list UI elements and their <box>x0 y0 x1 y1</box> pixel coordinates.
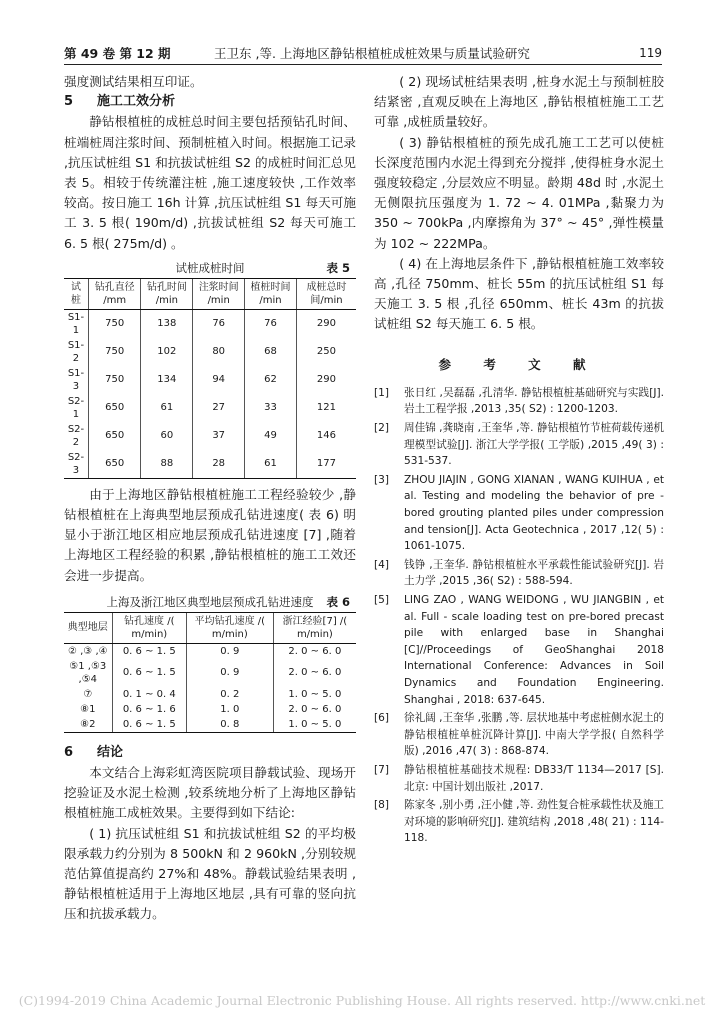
section-title: 施工工效分析 <box>97 94 176 110</box>
column-header: 试桩 <box>64 278 88 309</box>
table-cell: 0. 9 <box>186 643 273 659</box>
table-row <box>64 659 356 687</box>
table-cell: 80 <box>193 338 245 366</box>
table-cell: 750 <box>88 366 140 394</box>
table-row <box>64 450 356 479</box>
table-number: 表 5 <box>326 260 350 275</box>
table-cell: 0. 8 <box>186 717 273 733</box>
table-cell: 146 <box>296 422 356 450</box>
reference-text: 徐礼阔 ,王奎华 ,张鹏 ,等. 层状地基中考虑桩侧水泥土的静钻根植桩单桩沉降计算[J]. 中南大学学报( 自然科学版) ,2016 ,47( 3) : 868-874. <box>404 712 665 758</box>
table-cell: 650 <box>88 394 140 422</box>
table-cell: 138 <box>141 309 193 338</box>
table-cell: 121 <box>296 394 356 422</box>
paragraph: 由于上海地区静钻根植桩施工工程经验较少 ,静钻根植桩在上海典型地层预成孔钻进速度( 表 6) 明显小于浙江地区相应地层预成孔钻进速度 [7] ,随着上海地区工程经验的积累 ,静钻根植桩的施工工效还会进一步提高。 <box>64 486 356 583</box>
column-header: 植桩时间 /min <box>245 278 297 309</box>
table-row <box>64 338 356 366</box>
running-title: 王卫东 ,等. 上海地区静钻根植桩成桩效果与质量试验研究 <box>214 46 530 61</box>
table-cell: ⑦ <box>83 688 93 700</box>
reference-number: [2] <box>374 422 390 435</box>
header-rule <box>64 64 662 65</box>
table-cell: 0. 6 ~ 1. 5 <box>112 643 186 659</box>
table-cell: 68 <box>245 338 297 366</box>
table-cell: 76 <box>193 309 245 338</box>
table-row <box>64 717 356 733</box>
reference-text: 陈家冬 ,别小勇 ,汪小健 ,等. 劲性复合桩承载性状及施工对环境的影响研究[J]. 建筑结构 ,2018 ,48( 21) : 114-118. <box>404 799 665 845</box>
table-title: 上海及浙江地区典型地层预成孔钻进速度 <box>106 594 314 609</box>
reference-list <box>374 385 664 847</box>
table-row <box>64 643 356 659</box>
reference-number: [5] <box>374 593 390 606</box>
table-cell: 650 <box>88 422 140 450</box>
table-cell: 650 <box>88 450 140 479</box>
reference-item <box>374 592 664 708</box>
table-cell: 27 <box>193 394 245 422</box>
copyright-footer: (C)1994-2019 China Academic Journal Electronic Publishing House. All rights reserved. http://www.cnki.net <box>18 993 706 1008</box>
reference-number: [4] <box>374 558 390 571</box>
table-cell: 2. 0 ~ 6. 0 <box>273 659 356 687</box>
paragraph: 静钻根植桩的成桩总时间主要包括预钻孔时间、桩端桩周注浆时间、预制桩植入时间。根据施工记录 ,抗压试桩组 S1 和抗拔试桩组 S2 的成桩时间汇总见表 5。相较于传统灌注桩 ,施工速度较快 ,工作效率较高。按日施工 16h 计算 ,抗压试桩组 S1 每天可施工 3. 5 根( 190m/d) ,抗拔试桩组 S2 每天可施工 6. 5 根( 275m/d) 。 <box>64 114 356 251</box>
reference-number: [3] <box>374 473 390 486</box>
table-cell: 1. 0 <box>186 702 273 717</box>
table-cell: 37 <box>193 422 245 450</box>
page-number: 119 <box>639 46 662 60</box>
reference-item <box>374 762 664 795</box>
table-cell: 0. 2 <box>186 687 273 702</box>
reference-text: LING ZAO , WANG WEIDONG , WU JIANGBIN , et al. Full - scale loading test on pre-bored precast pile with enlarged base in Shanghai [C]//Proceedings of GeoShanghai 2018 International Conference: Advances in Soil Dynamics and Foundation Engineering. Shanghai , 2018: 637-645. <box>404 593 664 706</box>
table-row <box>64 687 356 702</box>
column-header: 浙江经验[7] /( m/min) <box>273 612 356 643</box>
table-caption <box>64 258 356 278</box>
section-number: 6 <box>64 744 74 760</box>
table-cell: S1-1 <box>67 311 85 336</box>
table-caption <box>64 592 356 612</box>
table-cell: 750 <box>88 338 140 366</box>
reference-number: [8] <box>374 799 390 812</box>
reference-text: ZHOU JIAJIN , GONG XIANAN , WANG KUIHUA , et al. Testing and modeling the behavior of pre - bored grouting planted piles under compression and tension[J]. Acta Geotechnica , 2017 ,12( 5) : 1061-1075. <box>404 473 664 553</box>
references-heading: 参 考 文 献 <box>438 356 600 372</box>
data-table <box>64 278 356 479</box>
table-cell: ⑧2 <box>64 717 112 733</box>
reference-item <box>374 557 664 590</box>
table-number: 表 6 <box>326 594 350 609</box>
reference-text: 静钻根植桩基础技术规程: DB33/T 1134—2017 [S]. 北京: 中国计划出版社 ,2017. <box>404 763 664 793</box>
paragraph: 强度测试结果相互印证。 <box>64 74 203 89</box>
reference-item <box>374 472 664 555</box>
table-cell: 290 <box>296 366 356 394</box>
reference-item <box>374 797 664 847</box>
table-cell: S2-2 <box>67 423 85 448</box>
table-cell: 0. 6 ~ 1. 5 <box>112 659 186 687</box>
table-cell: 2. 0 ~ 6. 0 <box>273 643 356 659</box>
reference-text: 周佳锦 ,龚晓南 ,王奎华 ,等. 静钻根植竹节桩荷载传递机理模型试验[J]. 浙江大学学报( 工学版) ,2015 ,49( 3) : 531-537. <box>404 422 665 468</box>
table-cell: ⑤1 ,⑤3 ,⑤4 <box>69 660 107 685</box>
column-header: 平均钻孔速度 /( m/min) <box>186 612 273 643</box>
table-5 <box>64 258 356 479</box>
table-6 <box>64 592 356 733</box>
reference-item <box>374 385 664 418</box>
table-cell: 250 <box>296 338 356 366</box>
table-cell: 49 <box>245 422 297 450</box>
table-row <box>64 309 356 338</box>
table-cell: 750 <box>88 309 140 338</box>
reference-item <box>374 710 664 760</box>
table-cell: 1. 0 ~ 5. 0 <box>273 717 356 733</box>
table-cell: 61 <box>141 394 193 422</box>
section-title: 结论 <box>97 744 124 760</box>
table-cell: 290 <box>296 309 356 338</box>
table-cell: 134 <box>141 366 193 394</box>
table-cell: 0. 9 <box>186 659 273 687</box>
table-cell: S2-3 <box>64 450 88 479</box>
table-cell: 76 <box>245 309 297 338</box>
table-row <box>64 366 356 394</box>
column-header: 注浆时间 /min <box>193 278 245 309</box>
reference-number: [6] <box>374 712 390 725</box>
table-title: 试桩成桩时间 <box>175 260 245 275</box>
table-cell: 177 <box>296 450 356 479</box>
table-cell: 61 <box>245 450 297 479</box>
left-column <box>64 72 356 925</box>
section-heading-5 <box>64 92 356 112</box>
table-cell: 62 <box>245 366 297 394</box>
table-cell: 0. 6 ~ 1. 6 <box>112 702 186 717</box>
column-header: 钻孔时间 /min <box>141 278 193 309</box>
table-row <box>64 394 356 422</box>
right-column <box>374 72 664 849</box>
table-cell: 2. 0 ~ 6. 0 <box>273 702 356 717</box>
reference-item <box>374 420 664 470</box>
reference-number: [7] <box>374 763 390 776</box>
table-cell: ⑧1 <box>80 703 96 715</box>
reference-text: 钱铮 ,王奎华. 静钻根植桩水平承载性能试验研究[J]. 岩土力学 ,2015 ,36( S2) : 588-594. <box>404 558 664 588</box>
table-cell: 33 <box>245 394 297 422</box>
page-header <box>64 44 662 66</box>
section-number: 5 <box>64 94 74 110</box>
column-header: 钻孔速度 /( m/min) <box>112 612 186 643</box>
section-heading-6 <box>64 743 356 763</box>
paragraph: 本文结合上海彩虹湾医院项目静载试验、现场开挖验证及水泥土检测 ,较系统地分析了上海地区静钻根植桩施工成桩效果。主要得到如下结论: <box>64 765 356 821</box>
table-cell: 1. 0 ~ 5. 0 <box>273 687 356 702</box>
paragraph: ( 3) 静钻根植桩的预先成孔施工工艺可以使桩长深度范围内水泥土得到充分搅拌 ,使得桩身水泥土强度较稳定 ,分层效应不明显。龄期 48d 时 ,水泥土无侧限抗压强度为 1. 72 ~ 4. 01MPa ,黏聚力为 350 ~ 700kPa ,内摩擦角为 37° ~ 45° ,弹性模量为 102 ~ 222MPa。 <box>374 134 664 251</box>
paragraph: ( 4) 在上海地层条件下 ,静钻根植桩施工效率较高 ,孔径 750mm、桩长 55m 的抗压试桩组 S1 每天施工 3. 5 根 ,孔径 650mm、桩长 43m 的抗拔试桩组 S2 每天施工 6. 5 根。 <box>374 255 664 332</box>
reference-text: 张日红 ,吴磊磊 ,孔清华. 静钻根植桩基础研究与实践[J]. 岩土工程学报 ,2013 ,35( S2) : 1200-1203. <box>404 386 664 416</box>
table-cell: S1-2 <box>67 339 85 364</box>
column-header: 典型地层 <box>64 612 112 643</box>
table-cell: 28 <box>193 450 245 479</box>
table-cell: S1-3 <box>67 367 85 392</box>
table-cell: S2-1 <box>67 395 85 420</box>
table-cell: 102 <box>141 338 193 366</box>
table-cell: 88 <box>141 450 193 479</box>
table-cell: 94 <box>193 366 245 394</box>
table-cell: 0. 1 ~ 0. 4 <box>112 687 186 702</box>
paragraph: ( 2) 现场试桩结果表明 ,桩身水泥土与预制桩胶结紧密 ,直观反映在上海地区 ,静钻根植桩施工工艺可靠 ,成桩质量较好。 <box>374 74 664 130</box>
column-header: 钻孔直径 /mm <box>88 278 140 309</box>
table-cell: 0. 6 ~ 1. 5 <box>112 717 186 733</box>
paragraph: ( 1) 抗压试桩组 S1 和抗拔试桩组 S2 的平均极限承载力约分别为 8 500kN 和 2 960kN ,分别较规范估算值提高约 27%和 48%。静载试验结果表明 ,静钻根植桩适用于上海地区地层 ,具有可靠的竖向抗压和抗拔承载力。 <box>64 825 356 922</box>
data-table <box>64 612 356 733</box>
column-header: 成桩总时间/min <box>296 278 356 309</box>
table-row <box>64 422 356 450</box>
table-cell: ② ,③ ,④ <box>67 645 108 657</box>
table-row <box>64 702 356 717</box>
table-cell: 60 <box>141 422 193 450</box>
reference-number: [1] <box>374 386 390 399</box>
volume-issue: 第 49 卷 第 12 期 <box>64 46 171 61</box>
